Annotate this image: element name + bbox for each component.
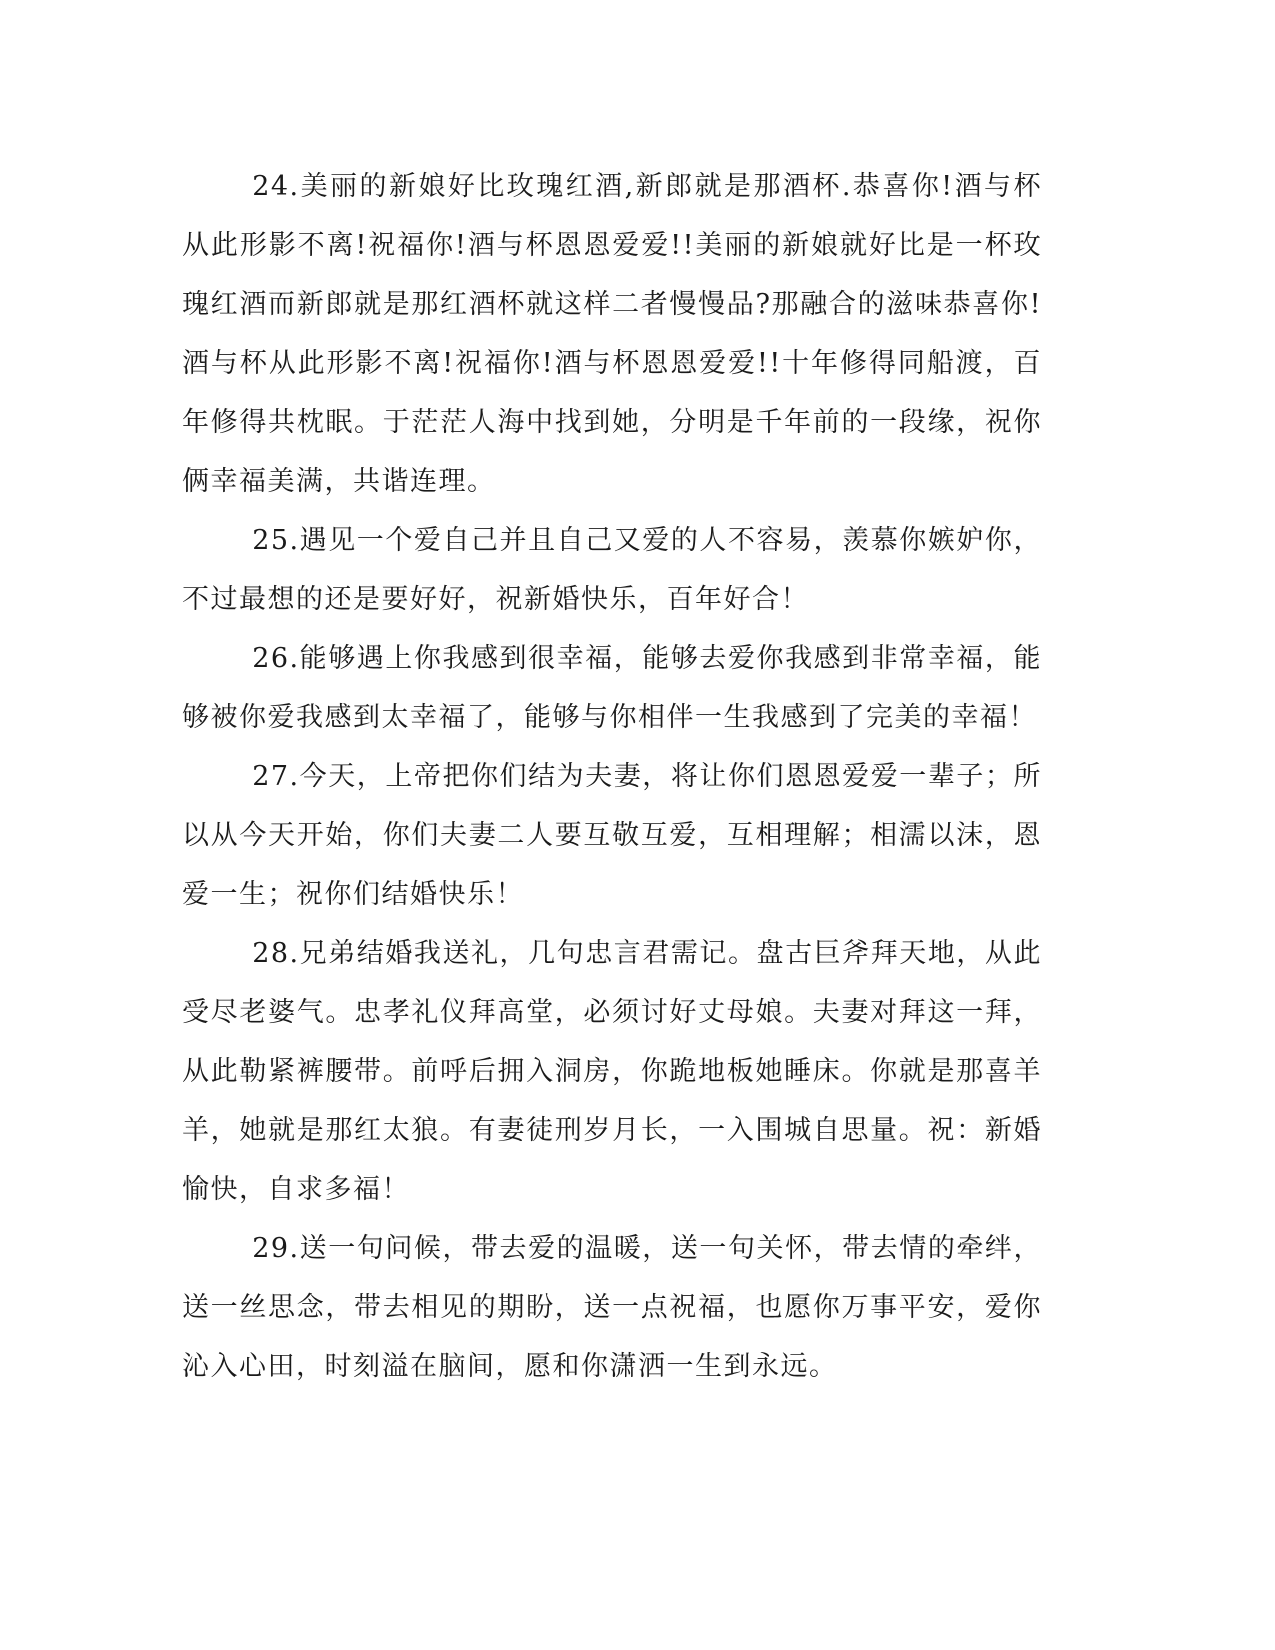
paragraph-26: 26.能够遇上你我感到很幸福，能够去爱你我感到非常幸福，能够被你爱我感到太幸福了，能够与你相伴一生我感到了完美的幸福！ — [182, 643, 1042, 733]
paragraph-27: 27.今天，上帝把你们结为夫妻，将让你们恩恩爱爱一辈子；所以从今天开始，你们夫妻二人要互敬互爱，互相理解；相濡以沫，恩爱一生；祝你们结婚快乐！ — [182, 761, 1042, 910]
paragraph-24: 24.美丽的新娘好比玫瑰红酒,新郎就是那酒杯.恭喜你!酒与杯从此形影不离!祝福你!酒与杯恩恩爱爱!!美丽的新娘就好比是一杯玫瑰红酒而新郎就是那红酒杯就这样二者慢慢品?那融合的滋味恭喜你!酒与杯从此形影不离!祝福你!酒与杯恩恩爱爱!!十年修得同船渡，百年修得共枕眠。于茫茫人海中找到她，分明是千年前的一段缘，祝你俩幸福美满，共谐连理。 — [182, 171, 1042, 497]
paragraph-28: 28.兄弟结婚我送礼，几句忠言君需记。盘古巨斧拜天地，从此受尽老婆气。忠孝礼仪拜高堂，必须讨好丈母娘。夫妻对拜这一拜，从此勒紧裤腰带。前呼后拥入洞房，你跪地板她睡床。你就是那喜羊羊，她就是那红太狼。有妻徒刑岁月长，一入围城自思量。祝：新婚愉快，自求多福！ — [182, 938, 1042, 1205]
paragraph-25: 25.遇见一个爱自己并且自己又爱的人不容易，羡慕你嫉妒你，不过最想的还是要好好，祝新婚快乐，百年好合！ — [182, 525, 1042, 615]
paragraph-29: 29.送一句问候，带去爱的温暖，送一句关怀，带去情的牵绊，送一丝思念，带去相见的期盼，送一点祝福，也愿你万事平安，爱你沁入心田，时刻溢在脑间，愿和你潇洒一生到永远。 — [182, 1233, 1042, 1382]
document-body — [182, 157, 1042, 1396]
